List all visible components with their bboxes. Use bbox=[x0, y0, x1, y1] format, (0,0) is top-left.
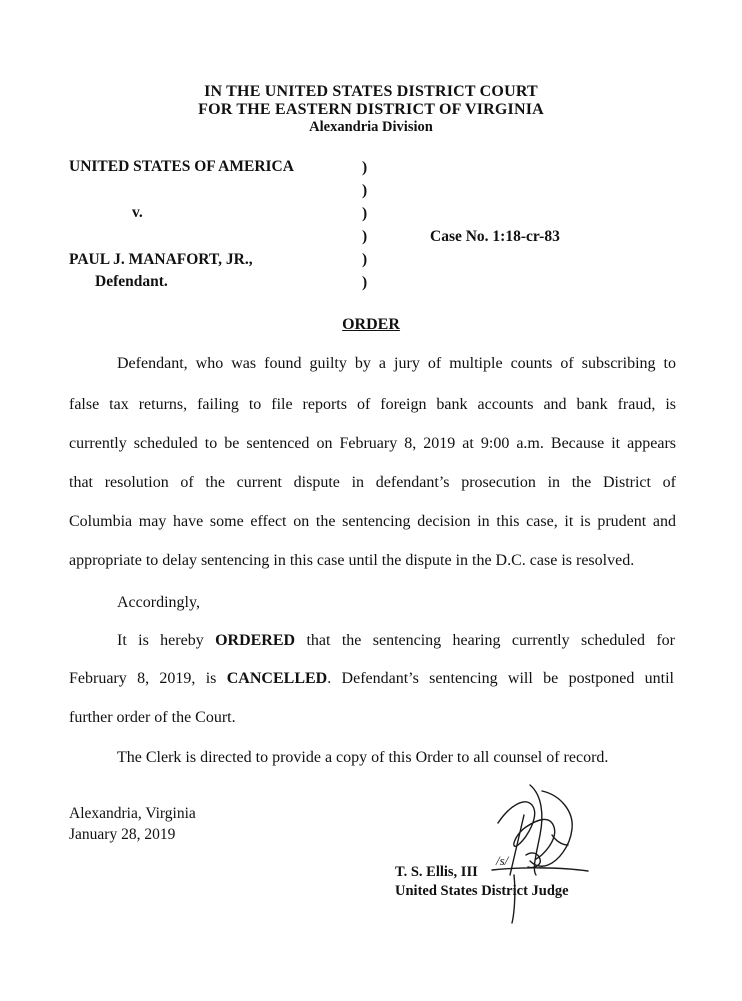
body-line: that resolution of the current dispute in defendant’s prosecution in the District of bbox=[69, 474, 676, 491]
court-name-line1: IN THE UNITED STATES DISTRICT COURT bbox=[204, 83, 538, 100]
ordered-text: that the sentencing hearing currently scheduled for bbox=[295, 632, 675, 649]
caption-paren: ) bbox=[362, 228, 368, 245]
body-line: further order of the Court. bbox=[69, 709, 236, 726]
accordingly-text: Accordingly, bbox=[117, 594, 200, 611]
cancelled-text: February 8, 2019, is bbox=[69, 670, 227, 687]
plaintiff-name: UNITED STATES OF AMERICA bbox=[69, 158, 294, 175]
cancelled-text: . Defendant’s sentencing will be postponed until bbox=[327, 670, 675, 687]
versus-label: v. bbox=[132, 204, 143, 221]
clerk-directive: The Clerk is directed to provide a copy of this Order to all counsel of record. bbox=[117, 749, 609, 766]
cancelled-line bbox=[69, 670, 674, 688]
caption-paren: ) bbox=[362, 159, 368, 176]
cancelled-keyword: CANCELLED bbox=[226, 670, 328, 687]
body-line: appropriate to delay sentencing in this case until the dispute in the D.C. case is resolved. bbox=[69, 552, 635, 569]
ordered-line bbox=[117, 632, 675, 650]
judge-signature bbox=[470, 775, 595, 925]
signature-prefix: /s/ bbox=[496, 853, 509, 868]
case-number: Case No. 1:18-cr-83 bbox=[430, 228, 560, 245]
caption-paren: ) bbox=[362, 205, 368, 222]
body-line: currently scheduled to be sentenced on February 8, 2019 at 9:00 a.m. Because it appears bbox=[69, 435, 676, 452]
judge-name: T. S. Ellis, III bbox=[395, 864, 478, 880]
body-line: Defendant, who was found guilty by a jury of multiple counts of subscribing to bbox=[117, 355, 676, 372]
date: January 28, 2019 bbox=[69, 826, 176, 843]
place: Alexandria, Virginia bbox=[69, 805, 196, 822]
court-name-line2: FOR THE EASTERN DISTRICT OF VIRGINIA bbox=[198, 101, 544, 118]
defendant-name: PAUL J. MANAFORT, JR., bbox=[69, 251, 253, 268]
body-line: Columbia may have some effect on the sentencing decision in this case, it is prudent and bbox=[69, 513, 676, 530]
order-title: ORDER bbox=[342, 316, 400, 333]
ordered-text: It is hereby bbox=[117, 632, 216, 649]
caption-paren: ) bbox=[362, 251, 368, 268]
defendant-role: Defendant. bbox=[95, 273, 168, 290]
judge-title: United States District Judge bbox=[395, 883, 569, 899]
body-line: false tax returns, failing to file reports of foreign bank accounts and bank fraud, is bbox=[69, 396, 676, 413]
caption-paren: ) bbox=[362, 274, 368, 291]
caption-paren: ) bbox=[362, 182, 368, 199]
ordered-keyword: ORDERED bbox=[215, 632, 296, 649]
court-division: Alexandria Division bbox=[309, 119, 433, 135]
